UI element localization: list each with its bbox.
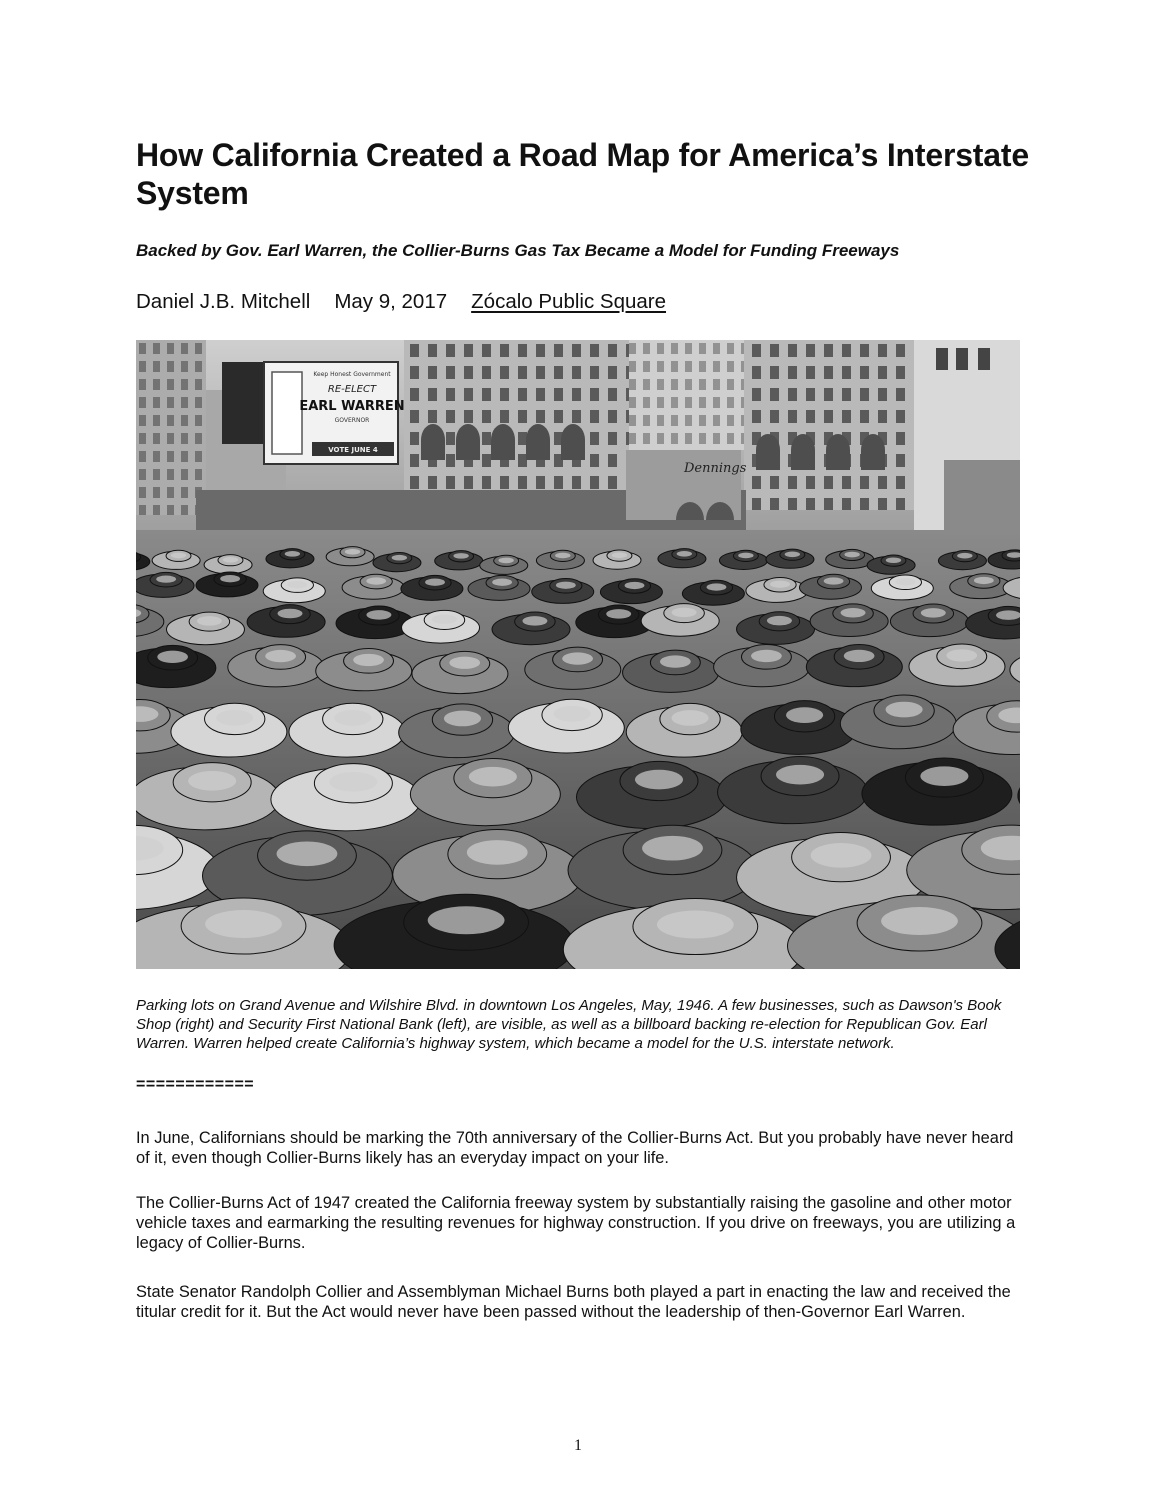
billboard-line1: Keep Honest Government bbox=[313, 371, 391, 378]
storefront-sign: Dennings bbox=[684, 461, 747, 476]
author-name: Daniel J.B. Mitchell bbox=[136, 290, 311, 313]
page-title: How California Created a Road Map for America’s Interstate System bbox=[136, 137, 1029, 211]
body-paragraph: The Collier-Burns Act of 1947 created the California freeway system by substantially raising the gasoline and other motor vehicle taxes and earmarking the resulting revenues for highway construction. If you drive on freeways, you are utilizing a legacy of Collier-Burns. bbox=[136, 1194, 1016, 1252]
article-photo bbox=[136, 340, 1020, 969]
byline bbox=[136, 288, 1036, 316]
billboard-line3: EARL WARREN bbox=[299, 399, 405, 414]
billboard-line2: RE-ELECT bbox=[327, 384, 377, 395]
article-subtitle: Backed by Gov. Earl Warren, the Collier-Burns Gas Tax Became a Model for Funding Freeways bbox=[136, 241, 900, 260]
body-paragraph: In June, Californians should be marking the 70th anniversary of the Collier-Burns Act. But you probably have never heard of it, even though Collier-Burns likely has an everyday impact on your life. bbox=[136, 1129, 1014, 1167]
publish-date: May 9, 2017 bbox=[334, 290, 448, 313]
caption-separator: ============ bbox=[136, 1076, 255, 1093]
photo-caption: Parking lots on Grand Avenue and Wilshire Blvd. in downtown Los Angeles, May, 1946. A few businesses, such as Dawson's Book Shop (right) and Security First National Bank (left), are visible, as well as a billboard backing re-election for Republican Gov. Earl Warren. Warren helped create California’s highway system, which became a model for the U.S. interstate network. bbox=[136, 997, 1002, 1052]
billboard-line4: GOVERNOR bbox=[334, 417, 370, 424]
body-paragraph: State Senator Randolph Collier and Assemblyman Michael Burns both played a part in enacting the law and received the titular credit for it. But the Act would never have been passed without the leadership of then-Governor Earl Warren. bbox=[136, 1283, 1011, 1321]
billboard-line5: VOTE JUNE 4 bbox=[328, 446, 378, 454]
source-link[interactable]: Zócalo Public Square bbox=[471, 290, 667, 313]
page-number: 1 bbox=[574, 1437, 582, 1454]
